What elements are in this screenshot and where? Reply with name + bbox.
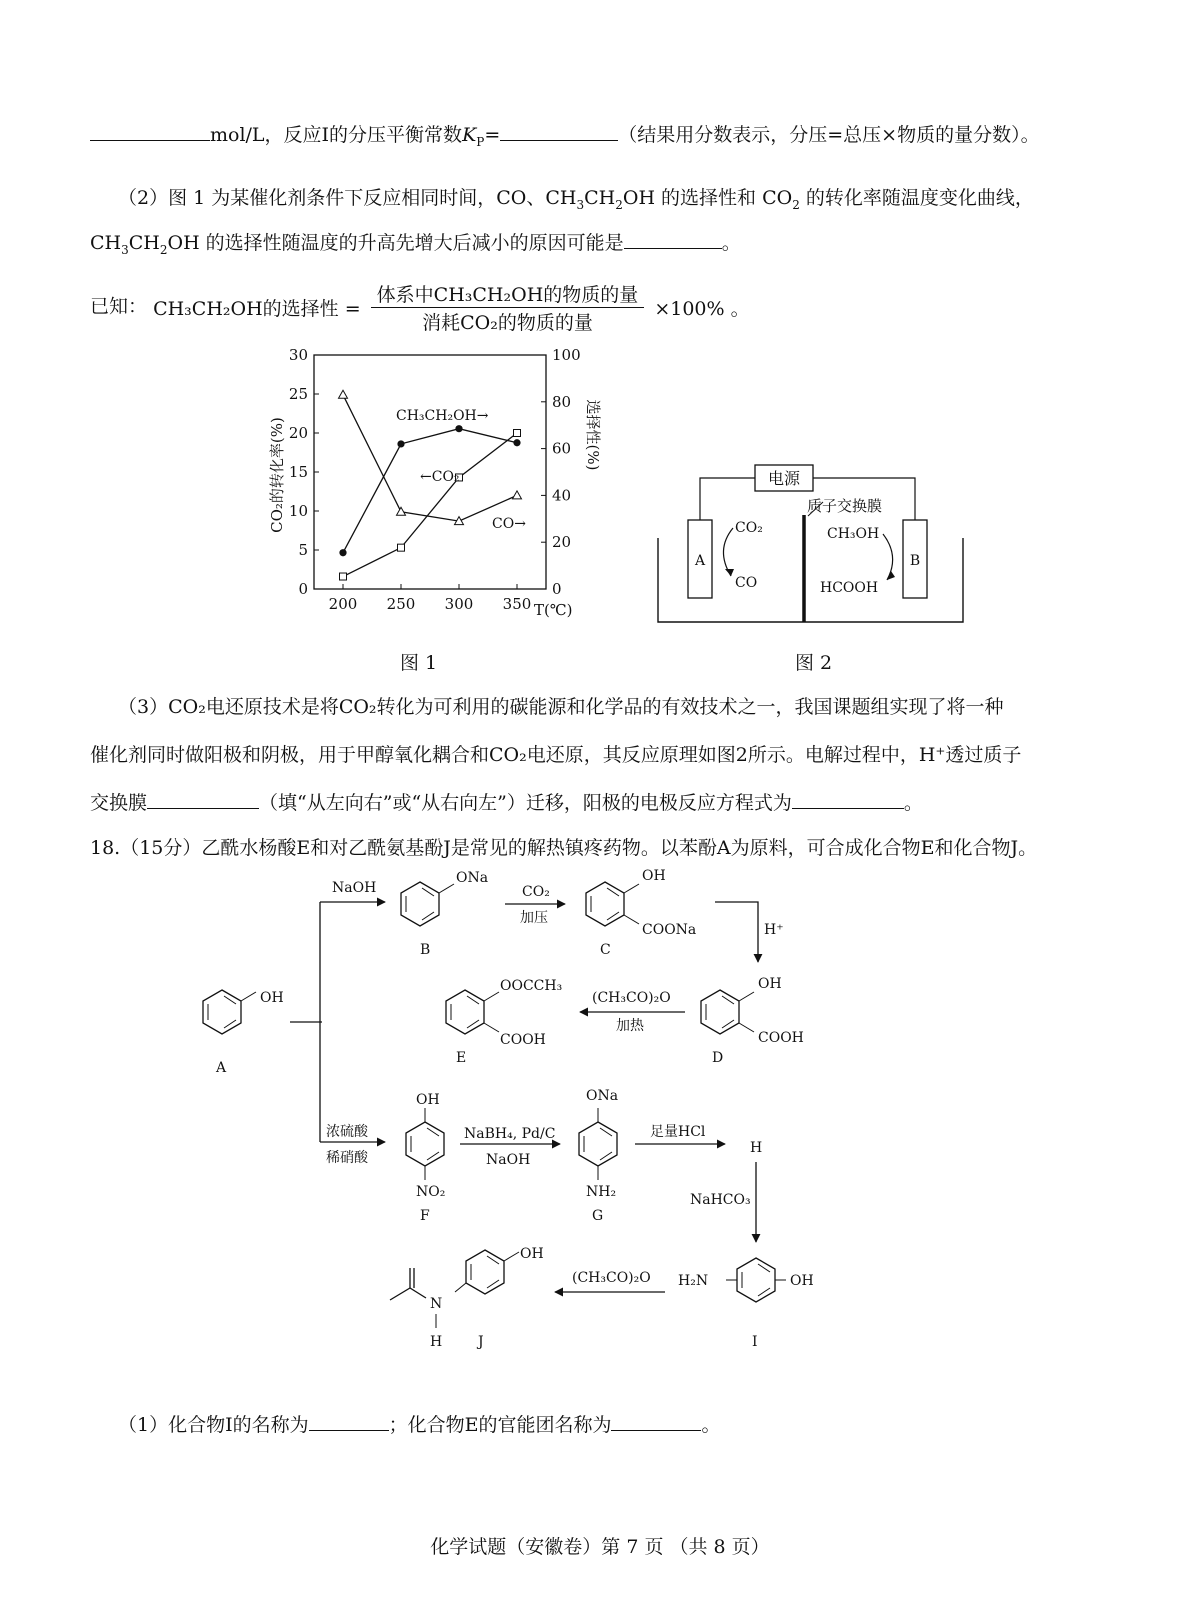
x-tick-label: 250	[386, 595, 416, 613]
text: CH	[90, 232, 122, 254]
reagent-hno3: 稀硝酸	[326, 1150, 368, 1166]
y-right-tick-label: 20	[552, 533, 572, 552]
sub: 3	[576, 197, 585, 212]
q17-p2-line1	[118, 183, 1034, 212]
kp-sub: P	[476, 134, 485, 149]
hint-text: （结果用分数表示，分压=总压×物质的量分数）。	[618, 124, 1040, 146]
reagent-co2: CO₂	[522, 884, 550, 900]
answer-blank[interactable]	[611, 1412, 701, 1431]
q17-p3-line2: 催化剂同时做阳极和阴极，用于甲醇氧化耦合和CO₂电还原，其反应原理如图2所示。电解过程中，H⁺透过质子	[90, 744, 1022, 766]
x-tick-label: 200	[328, 595, 358, 613]
label-g: G	[592, 1208, 604, 1224]
data-point	[513, 491, 522, 499]
text: CH	[128, 232, 160, 254]
data-point	[339, 390, 348, 398]
selectivity-fraction	[371, 280, 645, 335]
label-i: I	[752, 1334, 758, 1350]
annot-ethanol: CH₃CH₂OH→	[396, 408, 489, 424]
reagent-naoh2: NaOH	[486, 1152, 531, 1168]
g-nh2: NH₂	[586, 1184, 617, 1200]
text: 。	[701, 1414, 721, 1436]
data-point	[514, 430, 521, 437]
y-left-tick-label: 15	[288, 463, 308, 481]
label-c: C	[600, 942, 611, 958]
y-left-tick-label: 5	[298, 541, 308, 559]
f-no2: NO₂	[416, 1184, 446, 1200]
data-point	[339, 549, 346, 556]
unit-text: mol/L，反应I的分压平衡常数	[210, 124, 463, 146]
sub: 2	[792, 197, 800, 212]
e-oocch3: OOCCH₃	[500, 978, 563, 994]
y-left-tick-label: 10	[288, 502, 308, 520]
y-right-tick-label: 80	[552, 392, 572, 411]
j-h: H	[430, 1334, 443, 1350]
j-oh: OH	[520, 1246, 544, 1262]
y-left-tick-label: 30	[288, 346, 308, 364]
x-tick-label: 350	[502, 595, 532, 613]
reagent-naoh: NaOH	[332, 880, 377, 896]
reagent-ac2o-2: (CH₃CO)₂O	[572, 1270, 651, 1286]
j-n: N	[430, 1296, 443, 1312]
formula-lhs: CH₃CH₂OH的选择性 =	[153, 298, 361, 320]
y-right-tick-label: 60	[552, 439, 572, 458]
figure2-cell	[655, 460, 975, 630]
text: OH 的选择性和 CO	[622, 187, 793, 209]
hcooh-label: HCOOH	[820, 580, 879, 596]
y-left-tick-label: 25	[288, 385, 308, 403]
reagent-heat: 加热	[616, 1018, 644, 1034]
known-formula	[90, 280, 750, 335]
sub: 3	[121, 242, 129, 257]
data-point	[340, 573, 347, 580]
a-oh: OH	[260, 990, 284, 1006]
answer-blank[interactable]	[500, 122, 618, 141]
d-cooh: COOH	[758, 1030, 804, 1046]
e-cooh: COOH	[500, 1032, 546, 1048]
compound-f-structure	[406, 1108, 444, 1180]
arrow-co2-co	[723, 528, 733, 576]
q17-p3-line3	[90, 788, 923, 815]
g-ona: ONa	[586, 1088, 619, 1104]
annot-co: CO→	[492, 516, 526, 532]
membrane-label: 质子交换膜	[807, 497, 883, 515]
q17-p3-line1: （3）CO₂电还原技术是将CO₂转化为可利用的碳能源和化学品的有效技术之一，我国课题组实现了将一种	[118, 696, 1004, 718]
reagent-nahco3: NaHCO₃	[690, 1192, 751, 1208]
text: （2）图 1 为某催化剂条件下反应相同时间，CO、CH	[118, 187, 577, 209]
sub: 2	[159, 242, 168, 257]
c-coona: COONa	[642, 922, 697, 938]
label-d: D	[712, 1050, 724, 1066]
data-point	[397, 440, 404, 447]
figure2-caption: 图 2	[795, 652, 833, 674]
answer-blank[interactable]	[792, 790, 904, 809]
co2-label: CO₂	[735, 520, 763, 536]
compound-c-structure	[586, 882, 639, 926]
reagent-nabh4: NaBH₄, Pd/C	[464, 1126, 556, 1142]
kp-symbol: K	[462, 124, 477, 146]
text: CH	[584, 187, 616, 209]
reagent-ac2o: (CH₃CO)₂O	[592, 990, 671, 1006]
compound-a-structure	[203, 990, 256, 1034]
compound-d-structure	[701, 990, 754, 1034]
xlabel: T(℃)	[534, 601, 573, 619]
reagent-hplus: H⁺	[764, 922, 784, 938]
compound-i-structure	[726, 1258, 786, 1302]
answer-blank[interactable]	[309, 1412, 389, 1431]
arrowhead	[887, 571, 895, 580]
ylabel-right: 选择性(%)	[584, 399, 602, 471]
reagent-press: 加压	[520, 910, 548, 926]
f-oh: OH	[416, 1092, 440, 1108]
co-label: CO	[735, 575, 758, 591]
c-oh: OH	[642, 868, 666, 884]
electrode-b-label: B	[909, 553, 921, 569]
text: ；化合物E的官能团名称为	[388, 1414, 612, 1436]
figure1-caption: 图 1	[400, 652, 438, 674]
label-j: J	[478, 1334, 484, 1350]
arrowhead	[725, 569, 734, 576]
label-f: F	[420, 1208, 430, 1224]
page-footer: 化学试题（安徽卷）第 7 页 （共 8 页）	[430, 1536, 770, 1558]
y-right-tick-label: 100	[552, 346, 581, 364]
x-tick-label: 300	[444, 595, 474, 613]
label-h: H	[750, 1140, 763, 1156]
i-h2n: H₂N	[678, 1273, 709, 1289]
fraction-denominator: 消耗CO₂的物质的量	[422, 312, 593, 334]
y-left-tick-label: 20	[288, 424, 308, 442]
text: 。	[903, 792, 923, 814]
ch3oh-label: CH₃OH	[827, 526, 880, 542]
y-left-tick-label: 0	[298, 580, 308, 598]
data-point	[398, 544, 405, 551]
text: 交换膜	[90, 792, 148, 814]
data-point	[397, 507, 406, 515]
data-point	[455, 425, 462, 432]
arrow-c-d	[715, 902, 758, 962]
fraction-numerator: 体系中CH₃CH₂OH的物质的量	[371, 280, 645, 308]
power-label: 电源	[767, 469, 801, 488]
text: 。	[721, 232, 741, 254]
text: 的转化率随温度变化曲线，	[799, 187, 1034, 209]
answer-blank[interactable]	[90, 122, 210, 141]
reagent-h2so4: 浓硫酸	[326, 1124, 368, 1140]
j-acetyl	[390, 1288, 426, 1300]
figure1-chart	[260, 345, 600, 625]
synthesis-scheme	[180, 862, 880, 1362]
y-right-tick-label: 0	[552, 580, 562, 598]
text: OH 的选择性随温度的升高先增大后减小的原因可能是	[167, 232, 624, 254]
known-label: 已知：	[90, 295, 148, 318]
y-right-tick-label: 40	[552, 486, 572, 505]
reagent-hcl: 足量HCl	[650, 1124, 706, 1140]
ylabel-left: CO₂的转化率(%)	[268, 417, 286, 533]
q17-p2-line2	[90, 228, 741, 257]
formula-tail: ×100% 。	[654, 298, 750, 320]
d-oh: OH	[758, 976, 782, 992]
text: （填“从左向右”或“从右向左”）迁移，阳极的电极反应方程式为	[259, 792, 792, 814]
compound-e-structure	[446, 990, 499, 1034]
b-ona: ONa	[456, 870, 489, 886]
compound-j-structure	[455, 1250, 519, 1294]
compound-b-structure	[401, 882, 454, 926]
q18-q1	[118, 1410, 721, 1437]
electrode-a-label: A	[694, 553, 706, 569]
q17-line1	[90, 120, 1040, 149]
data-point	[513, 439, 520, 446]
annot-co2: ←CO₂	[420, 469, 460, 485]
sub: 2	[615, 197, 623, 212]
compound-g-structure	[579, 1108, 617, 1180]
label-b: B	[420, 942, 431, 958]
answer-blank[interactable]	[624, 230, 722, 249]
label-a: A	[216, 1060, 227, 1076]
text: （1）化合物I的名称为	[118, 1414, 309, 1436]
wire-left	[700, 478, 755, 520]
label-e: E	[456, 1050, 467, 1066]
answer-blank[interactable]	[147, 790, 259, 809]
i-oh: OH	[790, 1273, 814, 1289]
q18-intro: 18.（15分）乙酰水杨酸E和对乙酰氨基酚J是常见的解热镇疼药物。以苯酚A为原料，可合成化合物E和化合物J。	[90, 837, 1038, 859]
equals: =	[484, 124, 501, 146]
